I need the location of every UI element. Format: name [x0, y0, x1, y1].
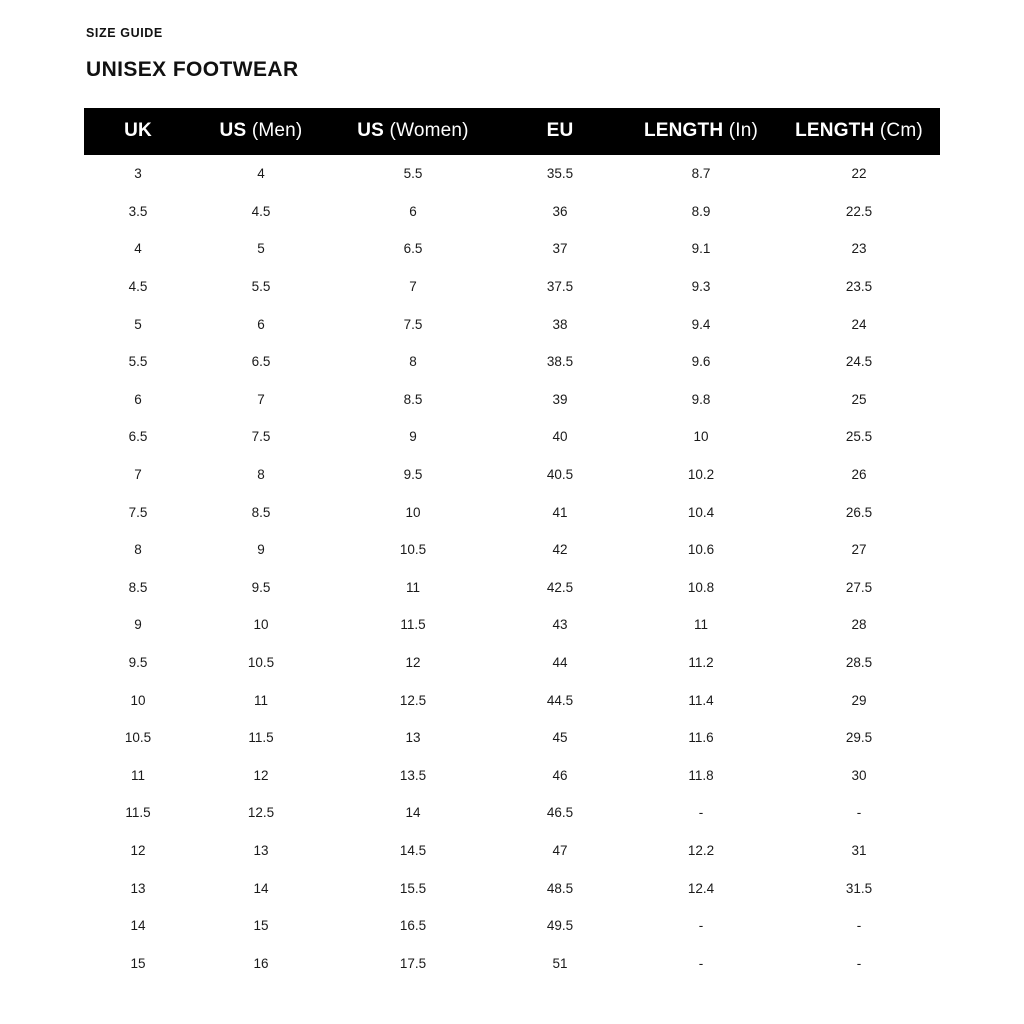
- table-row: [84, 944, 940, 982]
- table-column-header: [330, 108, 496, 155]
- table-cell: -: [856, 918, 862, 934]
- table-cell: -: [698, 918, 704, 934]
- table-cell: 49.5: [546, 918, 574, 934]
- table-cell: 8.5: [251, 504, 271, 520]
- table-cell: 13: [253, 842, 269, 858]
- table-header-row: [84, 108, 940, 155]
- table-cell: 16: [253, 955, 269, 971]
- table-cell: 44.5: [546, 692, 574, 708]
- table-cell: 40: [552, 429, 568, 445]
- table-cell: 11.5: [400, 617, 426, 633]
- table-cell: 8.7: [691, 166, 711, 182]
- table-cell: 12: [405, 655, 421, 671]
- table-row: [84, 681, 940, 719]
- table-cell: 9.8: [691, 391, 711, 407]
- table-cell: 14.5: [399, 842, 427, 858]
- table-cell: 9.5: [403, 467, 423, 483]
- table-cell: 14: [253, 880, 269, 896]
- table-cell: 11.4: [688, 692, 714, 708]
- table-cell: 9.6: [691, 354, 711, 370]
- table-cell: 26: [851, 467, 867, 483]
- table-row: [84, 907, 940, 945]
- table-cell: 37.5: [546, 279, 574, 295]
- table-cell: 7: [257, 391, 265, 407]
- table-cell: 6.5: [128, 429, 148, 445]
- table-cell: 38: [552, 316, 568, 332]
- table-cell: 51: [552, 955, 568, 971]
- table-cell: 36: [552, 203, 568, 219]
- table-cell: 10: [130, 692, 146, 708]
- table-cell: 48.5: [546, 880, 574, 896]
- table-column-header: [624, 108, 778, 155]
- table-cell: 5.5: [128, 354, 148, 370]
- column-header-label: LENGTH: [795, 120, 875, 141]
- table-cell: 25: [851, 391, 867, 407]
- table-cell: 11: [130, 767, 145, 783]
- table-cell: 12: [253, 767, 269, 783]
- table-cell: 8.5: [403, 391, 423, 407]
- table-cell: 9: [134, 617, 142, 633]
- table-row: [84, 230, 940, 268]
- table-row: [84, 606, 940, 644]
- table-cell: 28.5: [845, 655, 873, 671]
- table-cell: 24.5: [845, 354, 873, 370]
- table-cell: 13.5: [399, 767, 427, 783]
- table-cell: 28: [851, 617, 867, 633]
- table-cell: 10: [253, 617, 269, 633]
- table-cell: 4: [257, 166, 265, 182]
- column-header-label: LENGTH: [643, 120, 724, 141]
- table-row: [84, 719, 940, 757]
- table-cell: 25.5: [845, 429, 873, 445]
- table-cell: 10.8: [687, 579, 715, 595]
- table-cell: 45: [552, 730, 568, 746]
- table-cell: 7.5: [403, 316, 423, 332]
- table-cell: 37: [552, 241, 568, 257]
- table-cell: 47: [552, 842, 568, 858]
- table-cell: 13: [405, 730, 421, 746]
- table-cell: 15: [130, 955, 146, 971]
- table-column-header: [84, 108, 192, 155]
- table-column-header: [192, 108, 330, 155]
- table-cell: 41: [552, 504, 568, 520]
- table-cell: 12.5: [399, 692, 427, 708]
- table-cell: 7.5: [128, 504, 148, 520]
- table-cell: 40.5: [546, 467, 574, 483]
- table-cell: 22.5: [845, 203, 873, 219]
- table-cell: 12: [130, 842, 146, 858]
- table-cell: 9.4: [691, 316, 711, 332]
- table-cell: 16.5: [399, 918, 427, 934]
- table-row: [84, 268, 940, 306]
- table-row: [84, 381, 940, 419]
- table-cell: 5: [257, 241, 265, 257]
- table-cell: 23: [851, 241, 867, 257]
- table-cell: 10.5: [124, 730, 152, 746]
- table-row: [84, 832, 940, 870]
- table-cell: 8.5: [128, 579, 148, 595]
- table-cell: 14: [130, 918, 146, 934]
- size-chart-table: [84, 108, 940, 982]
- table-cell: 8: [409, 354, 417, 370]
- table-cell: 8: [134, 542, 142, 558]
- table-row: [84, 155, 940, 193]
- table-cell: 10.5: [247, 655, 275, 671]
- table-column-header: [496, 108, 624, 155]
- table-cell: 9.3: [691, 279, 711, 295]
- table-cell: 4.5: [251, 203, 271, 219]
- table-row: [84, 493, 940, 531]
- table-cell: 6.5: [403, 241, 423, 257]
- table-row: [84, 456, 940, 494]
- table-cell: 38.5: [546, 354, 574, 370]
- table-cell: 29.5: [845, 730, 873, 746]
- table-cell: 43: [552, 617, 568, 633]
- table-cell: 46: [552, 767, 568, 783]
- table-cell: 24: [851, 316, 867, 332]
- table-cell: 11: [405, 579, 420, 595]
- column-header-unit: (In): [723, 120, 759, 141]
- table-cell: 27: [851, 542, 867, 558]
- table-cell: 11.5: [125, 805, 151, 821]
- table-cell: 26.5: [845, 504, 873, 520]
- table-cell: 17.5: [399, 955, 427, 971]
- page-title: UNISEX FOOTWEAR: [86, 58, 299, 81]
- column-header-label: US: [357, 120, 385, 141]
- table-cell: 6.5: [251, 354, 271, 370]
- column-header-label: EU: [546, 120, 574, 141]
- eyebrow-label: SIZE GUIDE: [86, 26, 163, 40]
- table-cell: 6: [257, 316, 265, 332]
- table-cell: 4.5: [128, 279, 148, 295]
- table-cell: 9: [409, 429, 417, 445]
- table-cell: 5.5: [251, 279, 271, 295]
- table-cell: 7: [409, 279, 417, 295]
- table-row: [84, 757, 940, 795]
- table-cell: 27.5: [845, 579, 873, 595]
- table-cell: 10.2: [687, 467, 715, 483]
- table-row: [84, 531, 940, 569]
- table-cell: 11.2: [688, 655, 714, 671]
- table-cell: 6: [409, 203, 417, 219]
- table-row: [84, 305, 940, 343]
- table-row: [84, 193, 940, 231]
- table-column-header: [778, 108, 940, 155]
- table-cell: 5: [134, 316, 142, 332]
- table-cell: 23.5: [845, 279, 873, 295]
- table-cell: -: [856, 955, 862, 971]
- table-body: [84, 155, 940, 982]
- table-cell: 12.5: [247, 805, 275, 821]
- table-cell: 10.6: [687, 542, 715, 558]
- table-cell: 3: [134, 166, 142, 182]
- table-cell: 22: [851, 166, 867, 182]
- table-cell: 11.8: [688, 767, 714, 783]
- table-cell: 29: [851, 692, 867, 708]
- table-row: [84, 343, 940, 381]
- table-row: [84, 644, 940, 682]
- table-cell: 31.5: [845, 880, 873, 896]
- column-header-unit: (Men): [246, 120, 303, 141]
- table-cell: 30: [851, 767, 867, 783]
- table-cell: 12.4: [687, 880, 715, 896]
- table-row: [84, 569, 940, 607]
- table-cell: 11: [693, 617, 708, 633]
- table-cell: 10.4: [687, 504, 715, 520]
- column-header-label: US: [219, 120, 247, 141]
- table-row: [84, 869, 940, 907]
- table-cell: 12.2: [687, 842, 715, 858]
- table-cell: -: [698, 805, 704, 821]
- table-cell: 10: [405, 504, 421, 520]
- table-cell: -: [856, 805, 862, 821]
- table-cell: 4: [134, 241, 142, 257]
- table-cell: 39: [552, 391, 568, 407]
- table-row: [84, 418, 940, 456]
- table-cell: 7.5: [251, 429, 271, 445]
- table-cell: 11: [253, 692, 268, 708]
- table-cell: 9.1: [691, 241, 711, 257]
- table-header: [84, 108, 940, 155]
- table-cell: 15: [253, 918, 269, 934]
- column-header-unit: (Women): [384, 120, 469, 141]
- table-cell: 8: [257, 467, 265, 483]
- table-cell: 5.5: [403, 166, 423, 182]
- table-cell: 14: [405, 805, 421, 821]
- table-cell: 3.5: [128, 203, 148, 219]
- table-cell: -: [698, 955, 704, 971]
- table-row: [84, 794, 940, 832]
- table-cell: 42.5: [546, 579, 574, 595]
- table-cell: 11.5: [248, 730, 274, 746]
- table-cell: 7: [134, 467, 142, 483]
- table-cell: 42: [552, 542, 568, 558]
- table-cell: 9.5: [251, 579, 271, 595]
- column-header-unit: (Cm): [874, 120, 923, 141]
- table-cell: 9: [257, 542, 265, 558]
- table-cell: 6: [134, 391, 142, 407]
- table-cell: 11.6: [688, 730, 714, 746]
- table-cell: 10.5: [399, 542, 427, 558]
- table-cell: 44: [552, 655, 568, 671]
- table-cell: 13: [130, 880, 146, 896]
- column-header-label: UK: [124, 120, 152, 141]
- table-cell: 15.5: [399, 880, 427, 896]
- table-cell: 31: [851, 842, 867, 858]
- table-cell: 10: [693, 429, 709, 445]
- table-cell: 8.9: [691, 203, 711, 219]
- table-cell: 35.5: [546, 166, 574, 182]
- table-cell: 46.5: [546, 805, 574, 821]
- table-cell: 9.5: [128, 655, 148, 671]
